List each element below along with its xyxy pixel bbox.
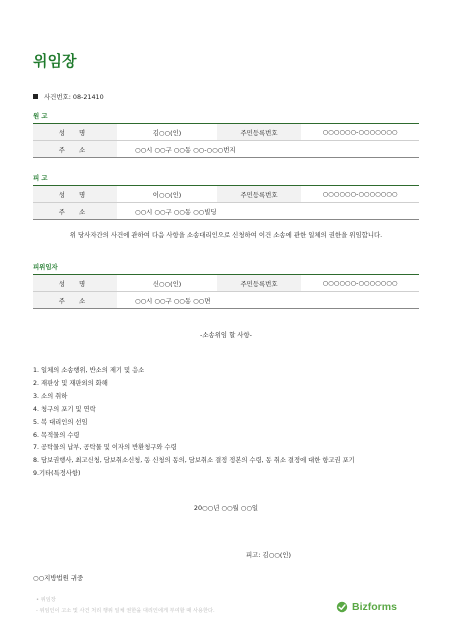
defendant-table [33,185,419,220]
case-number [33,92,104,101]
agent-table [33,274,419,309]
name-label: 성 명 [33,124,117,141]
agent-id: ○○○○○○-○○○○○○○ [301,275,419,292]
table-row [33,186,419,203]
delegated-items-list [33,365,355,481]
address-label: 주 소 [33,292,117,309]
plaintiff-address: ○○시 ○○구 ○○동 ○○-○○○번지 [135,145,236,154]
case-number-text: 사건번호: 08-21410 [44,93,104,101]
bullet-square-icon [33,94,38,99]
agent-name: 신○○(인) [117,275,217,292]
plaintiff-id: ○○○○○○-○○○○○○○ [301,124,419,141]
list-item: 3. 소의 취하 [33,392,68,400]
document-date: 20○○년 ○○월 ○○일 [193,504,259,512]
defendant-name: 이○○(인) [117,186,217,203]
name-label: 성 명 [33,275,117,292]
id-label: 주민등록번호 [217,275,301,292]
footer-title: • 위임장 [36,597,56,603]
table-row [33,203,419,220]
court-addressee: ○○지방법원 귀중 [33,574,84,582]
table-row [33,124,419,141]
id-label: 주민등록번호 [217,124,301,141]
signature-line: 피고: 김○○(인) [246,551,292,559]
brand-name: Bizforms [352,601,397,613]
defendant-section-label: 피 고 [33,174,48,182]
agent-section-label: 피위임자 [33,263,58,271]
name-label: 성 명 [33,186,117,203]
delegation-statement: 위 당사자간의 사건에 관하여 다음 사항을 소송대리인으로 신청하여 이건 소송에 관한 일체의 권한을 위임합니다. [69,231,383,239]
defendant-address: ○○시 ○○구 ○○동 ○○빌딩 [135,207,217,216]
address-label: 주 소 [33,141,117,158]
table-row [33,275,419,292]
delegated-items-title: -소송위임 할 사항- [200,331,252,339]
address-label: 주 소 [33,203,117,220]
table-row [33,141,419,158]
agent-address: ○○시 ○○구 ○○동 ○○면 [135,296,211,305]
list-item: 1. 일체의 소송행위, 반소의 제기 및 응소 [33,367,145,374]
list-item: 7. 공탁물의 납부, 공탁물 및 이자의 반환청구와 수령 [33,444,177,452]
plaintiff-table [33,123,419,158]
document-title: 위임장 [33,52,77,70]
list-item: 5. 복 대리인의 선임 [33,418,88,426]
list-item: 4. 청구의 포기 및 연락 [33,405,96,413]
bizforms-logo-icon [336,601,348,613]
id-label: 주민등록번호 [217,186,301,203]
plaintiff-section-label: 원 고 [33,112,48,120]
list-item: 8. 담보권행사, 최고신청, 담보취소신청, 동 신청의 동의, 담보취소 결정 정본의 수령, 동 취소 결정에 대한 항고권 포기 [33,457,355,465]
list-item: 9.기타(특정사항) [33,470,81,478]
table-row [33,292,419,309]
brand-logo [336,601,397,613]
defendant-id: ○○○○○○-○○○○○○○ [301,186,419,203]
list-item: 6. 목적물의 수령 [33,431,80,439]
footer-description: - 위임인이 고소 및 사건 처리 행위 일체 권한을 대리인에게 부여할 때 사용한다. [36,608,215,614]
plaintiff-name: 김○○(인) [117,124,217,141]
list-item: 2. 재판상 및 재판외의 화해 [33,379,108,387]
